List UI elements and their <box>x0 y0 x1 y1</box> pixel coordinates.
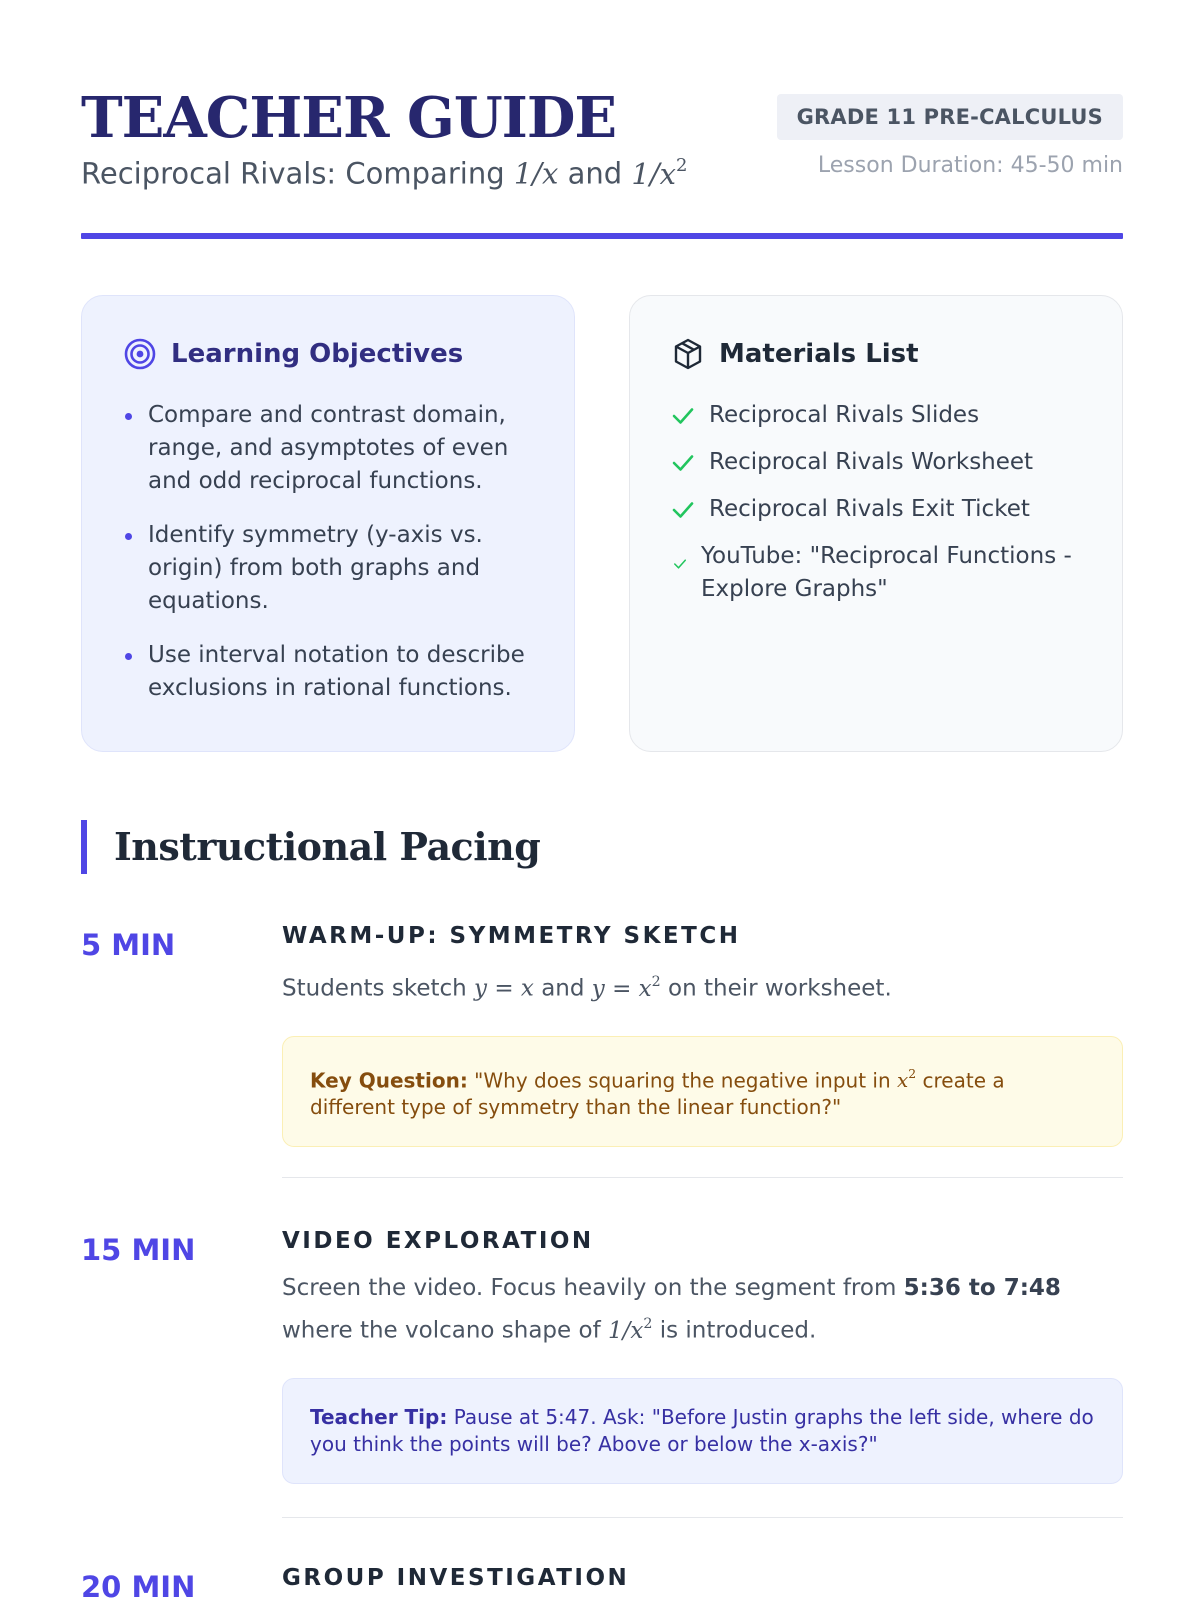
step-time: 15 MIN <box>81 1233 196 1267</box>
step-title: WARM-UP: SYMMETRY SKETCH <box>282 923 741 949</box>
callout-text: create a different type of symmetry than the linear function?" <box>310 1068 1005 1120</box>
description-text: is introduced. <box>652 1317 817 1344</box>
material-text: YouTube: "Reciprocal Functions - Explore Graphs" <box>701 543 1072 602</box>
step-description <box>282 965 1123 1008</box>
bullet-icon <box>125 653 132 660</box>
lesson-subtitle <box>81 148 687 194</box>
callout-label: Teacher Tip: <box>310 1404 448 1429</box>
expression-exponent: 2 <box>675 155 688 177</box>
callout-label: Key Question: <box>310 1068 468 1093</box>
grade-badge: GRADE 11 PRE-CALCULUS <box>777 94 1123 140</box>
teacher-guide-page <box>81 0 1123 1600</box>
step-time: 5 MIN <box>81 928 176 962</box>
objective-text: Compare and contrast domain, range, and asymptotes of even and odd reciprocal functions. <box>148 402 509 494</box>
expression-base: y = x <box>591 975 652 1002</box>
material-item <box>671 540 1091 606</box>
subtitle-expression-2 <box>631 157 687 191</box>
lesson-duration: Lesson Duration: 45-50 min <box>817 153 1123 178</box>
material-text: Reciprocal Rivals Slides <box>709 402 980 428</box>
page-title: TEACHER GUIDE <box>81 85 617 151</box>
check-icon <box>673 557 687 571</box>
check-icon <box>671 499 695 521</box>
key-question-callout <box>282 1036 1123 1148</box>
expression-base: x <box>896 1068 909 1093</box>
step-body <box>282 925 1123 1147</box>
callout-text: "Why does squaring the negative input in <box>467 1068 897 1093</box>
bullet-icon <box>125 533 132 540</box>
check-icon <box>671 452 695 474</box>
materials-list-card <box>629 295 1123 752</box>
materials-title: Materials List <box>719 339 919 369</box>
objective-item <box>123 399 543 498</box>
guide-header <box>81 82 1123 242</box>
expression-exponent: 2 <box>908 1066 917 1082</box>
description-text: Screen the video. Focus heavily on the segment from <box>282 1275 904 1301</box>
step-description <box>282 1270 1123 1350</box>
bullet-icon <box>125 413 132 420</box>
step-divider <box>282 1177 1123 1178</box>
material-item <box>671 446 1091 479</box>
materials-header <box>671 336 919 372</box>
step-title: GROUP INVESTIGATION <box>282 1565 630 1591</box>
objectives-header <box>123 336 463 372</box>
math-expression <box>591 973 661 1002</box>
step-divider <box>282 1517 1123 1518</box>
objective-item <box>123 639 543 705</box>
math-expression: y = x <box>474 975 534 1002</box>
expression-exponent: 2 <box>651 973 661 990</box>
instructional-pacing-header <box>81 820 540 874</box>
description-text: Students sketch <box>282 975 475 1002</box>
teacher-tip-callout <box>282 1378 1123 1484</box>
step-title: VIDEO EXPLORATION <box>282 1228 594 1254</box>
check-icon <box>671 405 695 427</box>
subtitle-text: Reciprocal Rivals: Comparing <box>81 156 514 191</box>
expression-base: 1/x <box>631 156 676 191</box>
objective-text: Use interval notation to describe exclusions in rational functions. <box>148 642 525 701</box>
objective-text: Identify symmetry (y-axis vs. origin) from both graphs and equations. <box>148 522 483 614</box>
material-item <box>671 493 1091 526</box>
target-icon <box>123 337 157 371</box>
material-text: Reciprocal Rivals Worksheet <box>709 449 1034 475</box>
description-text: on their worksheet. <box>660 975 892 1002</box>
expression-exponent: 2 <box>643 1315 653 1332</box>
expression-base: 1/x <box>607 1317 644 1344</box>
material-text: Reciprocal Rivals Exit Ticket <box>709 496 1030 522</box>
learning-objectives-card <box>81 295 575 752</box>
subtitle-expression-1: 1/x <box>513 156 559 191</box>
objective-item <box>123 519 543 618</box>
step-body <box>282 1567 1123 1595</box>
step-body <box>282 1230 1123 1484</box>
box-icon <box>671 337 705 371</box>
callout-text: Pause at 5:47. Ask: "Before Justin graphs the left side, where do you think the points will be? Above or below the x-axis?" <box>310 1404 1094 1456</box>
materials-list <box>671 399 1091 620</box>
step-time: 20 MIN <box>81 1570 196 1600</box>
section-title: Instructional Pacing <box>114 824 541 869</box>
video-timestamp: 5:36 to 7:48 <box>903 1275 1061 1301</box>
header-divider <box>81 233 1123 239</box>
math-expression <box>897 1068 916 1092</box>
objectives-list <box>123 399 543 726</box>
description-text: and <box>533 975 592 1002</box>
section-accent-bar <box>81 820 87 874</box>
subtitle-and: and <box>558 156 632 191</box>
objectives-title: Learning Objectives <box>171 339 464 369</box>
description-text: where the volcano shape of <box>282 1317 608 1344</box>
material-item <box>671 399 1091 432</box>
math-expression <box>607 1315 653 1344</box>
